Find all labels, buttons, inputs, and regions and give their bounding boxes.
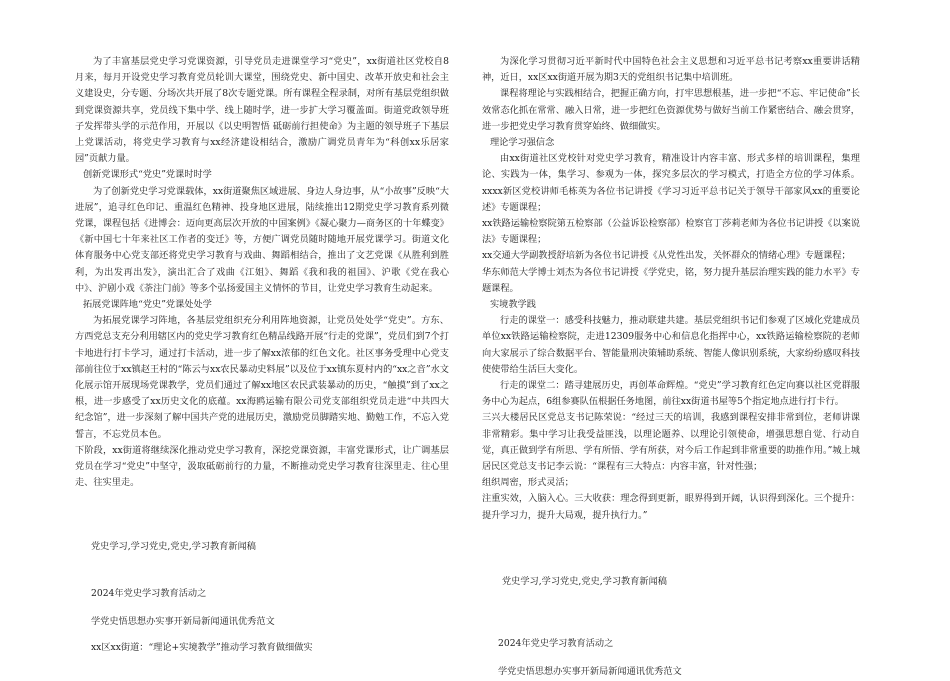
left-footer-subtitle: 学党史悟思想办实事开新局新闻通讯优秀范文 <box>91 615 275 627</box>
right-footer-subtitle: 学党史悟思想办实事开新局新闻通讯优秀范文 <box>498 666 682 678</box>
right-column <box>482 54 860 681</box>
left-section-heading-2: 拓展党课阵地“党史”党课处处学 <box>83 299 212 311</box>
right-paragraph-8: 行走的课堂二：踏寻建展历史，再创革命辉煌。“党史”学习教育红色定向赛以社区党群服务中心为起点，6组参赛队伍根据任务地图，前往xx街道书屋等5个指定地点进行打卡行。 <box>482 380 860 408</box>
right-paragraph-7: 行走的课堂一：感受科技魅力，推动联建共建。基层党组织书记们参观了区域化党建成员单位xx铁路运输检察院，走进12309服务中心和信息化指挥中心，xx铁路运输检察院的老师向大家展示了综合数据平台、智能量刑决策辅助系统、智能人像识别系统，大家纷纷感叹科技使使带给生活巨大变化。 <box>482 315 860 375</box>
right-paragraph-11: 注重实效，入脑入心。三大收获：理念得到更新，眼界得到开阔，认识得到深化。三个提升：提升学习力，提升大局观，提升执行力。” <box>482 493 860 521</box>
right-paragraph-6: 华东师范大学博士刘杰为各位书记讲授《学党史，铭，努力提升基层治理实践的能力水平》专题课程。 <box>482 266 860 294</box>
right-paragraph-2: 课程将理论与实践相结合，把握正确方向，打牢思想根基，进一步把“不忘、牢记使命”长效常态化抓在常常、融入日常，进一步把红色资源优势与做好当前工作紧密结合、融会贯穿，进一步把党史学习教育贯穿始终、做细做实。 <box>482 88 860 132</box>
left-column <box>75 54 449 656</box>
right-tags: 党史学习,学习党史,党史,学习教育新闻稿 <box>502 575 667 587</box>
left-paragraph-3: 为拓展党课学习阵地，各基层党组织充分利用阵地资源，让党员处处学“党史”。方东、方西党总支充分利用辖区内的党史学习教育红色精品线路开展“行走的党课”，党员们到7个打卡地进行打卡学习，通过打卡活动，进一步了解xx浓郁的红色文化。社区事务受理中心党支部前往位于xx镇赵王村的“陈云与xx农民暴动史料展”以及位于xx镇东夏村内的“xx之音”水文化展示馆开展现场党课教学，党员们通过了解xx地区农民武装暴动的历史，“触摸”到了xx之根，进一步感受了xx历史文化的底蕴。xx海鸥运输有限公司党支部组织党员走进“中共四大纪念馆”，进一步深刻了解中国共产党的进展历史，激励党员脚踏实地、勤勉工作，不忘入党誓言，不忘党员本色。 <box>75 315 449 440</box>
right-paragraph-3: 由xx街道社区党校针对党史学习教育，精准设计内容丰富、形式多样的培训课程，集理论、实践为一体，集学习、参观为一体，探究多层次的学习模式，打造全方位的学习体系。xxxx新区党校讲师毛栋英为各位书记讲授《学习习近平总书记关于领导干部家风xx的重要论述》专题课程； <box>482 153 860 213</box>
right-section-heading-1: 理论学习强信念 <box>490 137 555 149</box>
right-paragraph-9: 三兴大楼居民区党总支书记陈荣说：“经过三天的培训，我感到课程安排非常到位，老师讲课非常精彩。集中学习让我受益匪浅，以理论题养、以理论引领使命，增强思想自觉、行动自觉，真正做到学有所思、学有所悟、学有所获，对今后工作起到非常重要的助推作用。”城上城居民区党总支书记李云说：“课程有三大特点：内容丰富，针对性强； <box>482 412 860 473</box>
left-footer-year: 2024年党史学习教育活动之 <box>91 587 207 599</box>
right-paragraph-5: xx交通大学副教授舒培新为各位书记讲授《从党性出发，关怀群众的情绪心理》专题课程； <box>482 250 851 262</box>
left-section-heading-1: 创新党课形式“党史”党课时时学 <box>83 169 212 181</box>
right-footer-year: 2024年党史学习教育活动之 <box>498 638 614 650</box>
right-paragraph-4: xx铁路运输检察院第五检察部（公益诉讼检察部）检察官丁莎莉老师为各位书记讲授《以案说法》专题课程； <box>482 218 860 246</box>
right-section-heading-2: 实境教学践 <box>490 299 536 311</box>
left-paragraph-4: 下阶段，xx街道将继续深化推动党史学习教育，深挖党课资源，丰富党课形式，让广调基层党员在学习“党史”中坚守，汲取砥砺前行的力量，不断推动党史学习教育往深里走、往心里走、往实里走。 <box>75 444 449 489</box>
left-paragraph-1: 为了丰富基层党史学习党课资源，引导党员走进课堂学习“党史”，xx街道社区党校自8月来，每月开设党史学习教育党员轮训大课堂，围绕党史、新中国史、改革开放史和社会主义建设史，分专题、分场次共开展了8次专题党课。所有课程全程录制，对所有基层党组织做到党课资源共享，党员线下集中学、线上随时学，进一步扩大学习覆盖面。街道党政领导班子发挥带头学的示范作用，开展以《以史明智悟 砥砺前行担使命》为主题的领导班子下基层上党课活动，将党史学习教育与xx经济建设相结合，激励广调党员青年为“科创xx乐居家园”贡献力量。 <box>75 56 449 165</box>
left-tags: 党史学习,学习党史,党史,学习教育新闻稿 <box>91 541 256 553</box>
right-paragraph-10: 组织周密，形式灵活； <box>482 477 574 489</box>
left-footer-headline: xx区xx街道：“理论+实境教学”推动学习教育做细做实 <box>91 642 313 654</box>
left-paragraph-2: 为了创新党史学习党课载体，xx街道聚焦区域进展、身边人身边事，从“小故事”反映“大进展”，追寻红色印记、重温红色精神、投身地区进展，陆续推出12期党史学习教育系列微党课，课程包括《进博会：迈向更高层次开放的中国案例》《凝心聚力—商务区的十年蝶变》《新中国七十年来社区工作者的变迁》等，方便广调党员随时随地开展党课学习。街道文化体育服务中心党支部还将党史学习教育与戏曲、舞蹈相结合，推出了文艺党课《从胜利到胜利，为出发再出发》，演出汇合了戏曲《江姐》、舞蹈《我和我的祖国》、沪歌《党在我心中》、沪剧小戏《荼注门前》等多个弘扬爱国主义情怀的节目，让党史学习教育生动起来。 <box>75 185 449 294</box>
right-paragraph-1: 为深化学习贯彻习近平新时代中国特色社会主义思想和习近平总书记考察xx重要讲话精神，近日，xx区xx街道开展为期3天的党组织书记集中培训班。 <box>482 56 860 84</box>
